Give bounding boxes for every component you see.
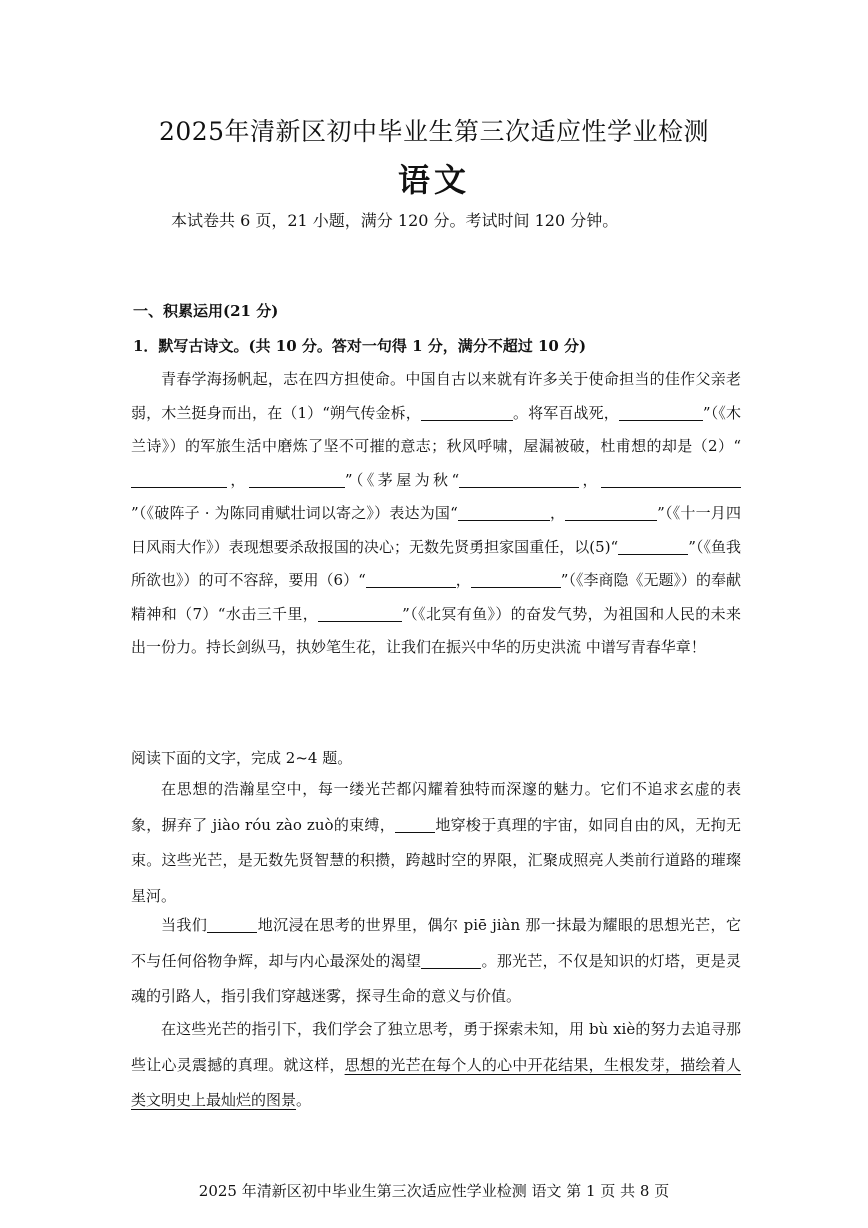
exam-title: 2025年清新区初中毕业生第三次适应性学业检测 <box>158 117 710 146</box>
answer-blank-3[interactable] <box>131 472 227 488</box>
answer-blank-2[interactable] <box>619 405 703 421</box>
answer-blank-5[interactable] <box>459 472 579 488</box>
section-heading: 一、积累运用(21 分) <box>133 302 279 320</box>
answer-blank-9[interactable] <box>618 539 688 555</box>
underlined-sentence: 思想的光芒在每个人的心中开花结果，生根发芽，描绘着人类文明史上最灿烂的图景 <box>131 1055 741 1109</box>
answer-blank-10[interactable] <box>366 572 456 588</box>
reading-paragraph-3 <box>131 1012 741 1119</box>
reading-p1-text-b: 地穿梭于真理的宇宙，如同自由的风，无拘无束。这些光芒，是无数先贤智慧的积攒，跨越时空的界限，汇聚成照亮人类前行道路的璀璨星河。 <box>131 815 741 905</box>
exam-info: 本试卷共 6 页，21 小题，满分 120 分。考试时间 120 分钟。 <box>171 211 619 230</box>
q1-text-10: ”（《鱼我所欲也》）的可不容辞，要用（6）“ <box>131 537 742 589</box>
reading-p2-text-a: 当我们 <box>161 916 208 934</box>
reading-paragraph-2 <box>131 908 741 1015</box>
answer-blank-4[interactable] <box>249 472 345 488</box>
reading-paragraph-1 <box>131 772 741 914</box>
q1-text-2: 。将军百战死， <box>512 403 619 422</box>
q1-text-9: ”（《十一月四日风雨大作》）表现想要杀敌报国的决心；无数先贤勇担家国重任，以(5)“ <box>131 504 741 556</box>
answer-blank-11[interactable] <box>471 572 561 588</box>
reading-blank-1[interactable] <box>395 817 435 833</box>
answer-blank-8[interactable] <box>565 505 657 521</box>
page-footer: 2025 年清新区初中毕业生第三次适应性学业检测 语文 第 1 页 共 8 页 <box>198 1182 670 1200</box>
reading-p1-text-a: 在思想的浩瀚星空中，每一缕光芒都闪耀着独特而深邃的魅力。它们不追求玄虚的表象，摒弃了 jiào róu zào zuò的束缚， <box>131 780 741 834</box>
reading-p3-text-c: 。 <box>296 1091 312 1109</box>
answer-blank-12[interactable] <box>318 606 402 622</box>
q1-text-11: ， <box>455 571 471 589</box>
reading-p2-text-b: 地沉浸在思考的世界里，偶尔 piē jiàn 那一抹最为耀眼的思想光芒，它不与任何俗物争辉，却与内心最深处的渴望 <box>131 916 741 970</box>
q1-text-7: ”（《破阵子 · 为陈同甫赋壮词以寄之》）表达为国“ <box>131 504 458 522</box>
q1-text-4: ， <box>227 470 249 489</box>
answer-blank-6[interactable] <box>601 472 741 488</box>
q1-text-5: ”（《茅屋为秋“ <box>344 470 460 489</box>
reading-blank-3[interactable] <box>421 953 481 969</box>
reading-blank-2[interactable] <box>207 917 257 933</box>
reading-p2-text-c: 。那光芒，不仅是知识的灯塔，更是灵魂的引路人，指引我们穿越迷雾，探寻生命的意义与价值。 <box>131 951 741 1005</box>
q1-text-6: ， <box>579 470 601 489</box>
q1-text-12: ”（《李商隐《无题》）的奉献精神和（7）“水击三千里， <box>131 571 741 623</box>
answer-blank-1[interactable] <box>421 405 513 421</box>
question-1-title: 1．默写古诗文。(共 10 分。答对一句得 1 分，满分不超过 10 分) <box>133 337 587 355</box>
q1-text-3: ”（《木兰诗》）的军旅生活中磨炼了坚不可摧的意志；秋风呼啸，屋漏被破，杜甫想的却是（2）“ <box>131 403 741 455</box>
reading-intro: 阅读下面的文字，完成 2~4 题。 <box>131 749 353 767</box>
question-1-passage <box>131 363 741 665</box>
q1-text-1: 青春学海扬帆起，志在四方担使命。中国自古以来就有许多关于使命担当的佳作父亲老弱，木兰挺身而出，在（1）“朔气传金柝， <box>131 370 741 422</box>
reading-p3-text-a: 在这些光芒的指引下，我们学会了独立思考，勇于探索未知，用 bù xiè的努力去追寻那些让心灵震撼的真理。就这样， <box>131 1020 741 1074</box>
answer-blank-7[interactable] <box>458 505 550 521</box>
q1-text-13: ”（《北冥有鱼》）的奋发气势，为祖国和人民的未来出一份力。持长剑纵马，执妙笔生花，让我们在振兴中华的历史洪流 中谱写青春华章！ <box>131 604 742 656</box>
exam-subject: 语文 <box>397 161 470 199</box>
q1-text-8: ， <box>549 504 566 522</box>
